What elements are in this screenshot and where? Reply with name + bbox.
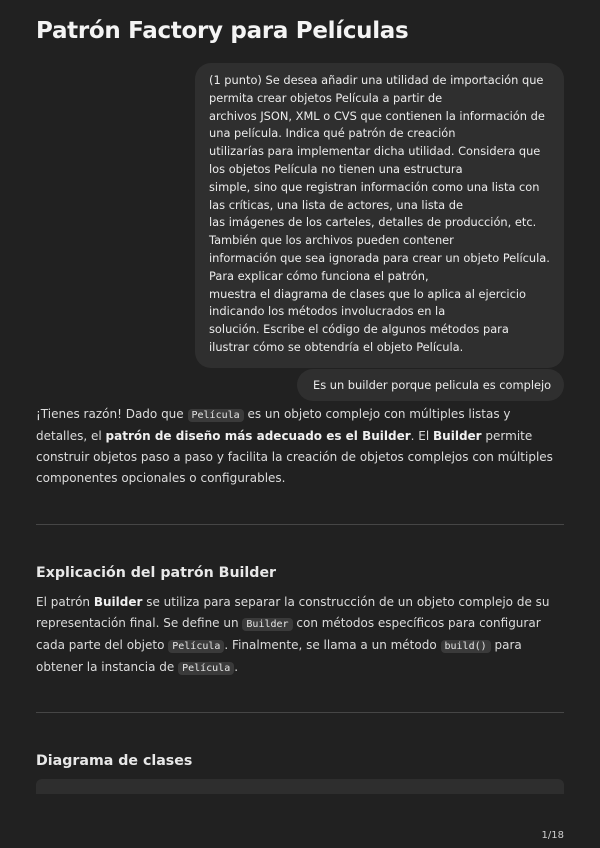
text: . (234, 660, 239, 674)
divider (36, 712, 564, 713)
text: . El (410, 429, 434, 443)
text: . Finalmente, se llama a un método (224, 638, 441, 652)
code-block (36, 779, 564, 794)
answer-paragraph-explicacion (36, 592, 564, 679)
page-counter: 1/18 (541, 830, 564, 841)
user-message-bubble: (1 punto) Se desea añadir una utilidad de importación que permita crear objetos Película a partir de archivos JSON, XML o CVS que contienen la información de una película. Indica qué patrón de creación utilizarías para implementar dicha utilidad. Considera que los objetos Película no tienen una estructura simple, sino que registran información como una lista con las críticas, una lista de actores, una lista de las imágenes de los carteles, detalles de producción, etc. También que los archivos pueden contener información que sea ignorada para crear un objeto Película. Para explicar cómo funciona el patrón, muestra el diagrama de clases que lo aplica al ejercicio indicando los métodos involucrados en la solución. Escribe el código de algunos métodos para ilustrar cómo se obtendría el objeto Película. (195, 63, 564, 368)
divider (36, 524, 564, 525)
text: permite construir objetos paso a paso y facilita la creación de objetos complejos con múltiples componentes opcionales o configurables. (36, 429, 553, 485)
text: se utiliza para separar la construcción de un objeto complejo de su representación final. Se define un (36, 595, 550, 630)
text: El patrón (36, 595, 94, 609)
text: ¡Tienes razón! Dado que (36, 407, 188, 421)
section-heading-diagrama: Diagrama de clases (36, 753, 193, 769)
bold-text: patrón de diseño más adecuado es el Builder (105, 429, 411, 443)
answer-paragraph-intro (36, 404, 564, 489)
text: con métodos específicos para configurar cada parte del objeto (36, 616, 541, 652)
user-reply-bubble: Es un builder porque pelicula es complejo (297, 369, 564, 401)
inline-code: Película (188, 409, 244, 422)
bold-text: Builder (433, 429, 482, 443)
section-heading-explicacion: Explicación del patrón Builder (36, 565, 277, 581)
inline-code: Película (178, 662, 234, 675)
inline-code: Película (168, 640, 224, 653)
page-title: Patrón Factory para Películas (36, 18, 409, 44)
text: para obtener la instancia de (36, 638, 522, 674)
inline-code: build() (441, 640, 491, 653)
text: es un objeto complejo con múltiples listas y detalles, el (36, 407, 511, 443)
inline-code: Builder (242, 618, 292, 631)
bold-text: Builder (93, 595, 143, 609)
